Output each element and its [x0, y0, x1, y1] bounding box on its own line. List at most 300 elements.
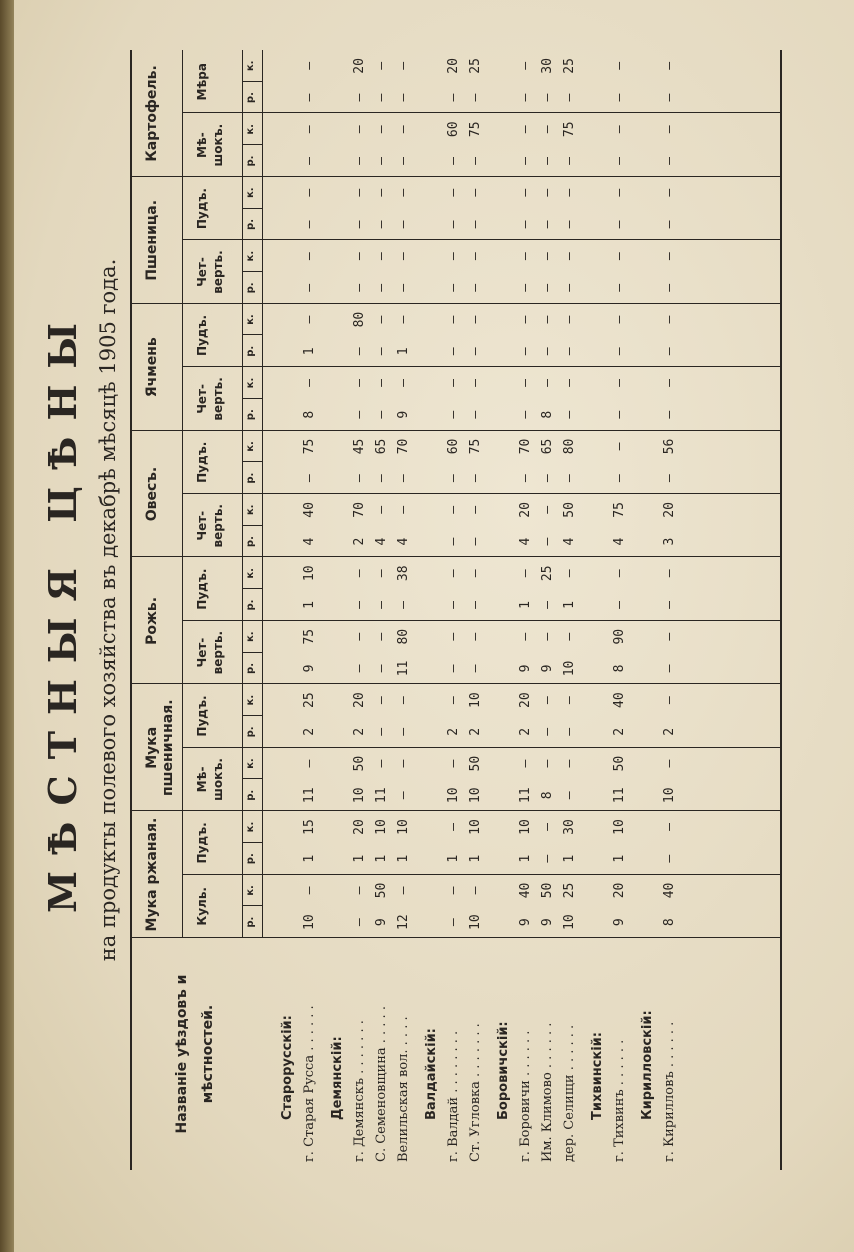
price-cell: — [374, 664, 389, 673]
price-cell: 10 [396, 819, 411, 835]
price-cell: — [518, 188, 533, 197]
price-cell: — [562, 252, 577, 261]
price-cell: — [374, 696, 389, 705]
price-cell: 45 [352, 438, 367, 455]
unit-divider [182, 239, 780, 240]
price-cell: — [612, 252, 627, 261]
place-name: г. Тихвинъ . . . . . . [612, 1039, 627, 1162]
place-name: Ст. Угловка . . . . . . . [468, 1023, 483, 1162]
price-cell: 70 [518, 438, 533, 455]
unit-label: Пудъ. [195, 188, 209, 230]
price-cell: — [446, 93, 461, 102]
price-cell: — [518, 632, 533, 641]
price-cell: — [396, 727, 411, 736]
price-cell: — [396, 791, 411, 800]
district-name: Боровичскій: [496, 1021, 511, 1120]
price-cell: — [540, 632, 555, 641]
group-label: Пшеница. [144, 199, 160, 281]
price-cell: — [468, 252, 483, 261]
price-cell: — [662, 569, 677, 578]
unit-label: Пудъ. [195, 822, 209, 864]
price-cell: 10 [446, 787, 461, 804]
rk-label: к. [245, 821, 256, 833]
price-cell: — [468, 664, 483, 673]
price-cell: — [518, 93, 533, 102]
price-cell: — [612, 93, 627, 102]
price-cell: — [612, 410, 627, 419]
price-cell: — [446, 188, 461, 197]
price-cell: — [662, 315, 677, 324]
price-cell: 1 [396, 347, 411, 356]
price-cell: — [446, 410, 461, 419]
rk-label: к. [245, 885, 256, 896]
unit-label: Куль. [195, 887, 209, 926]
rk-label: р. [245, 789, 256, 801]
price-cell: — [446, 505, 461, 514]
price-cell: — [446, 664, 461, 673]
price-cell: — [352, 474, 367, 483]
district-name: Старорусскій: [280, 1015, 295, 1120]
unit-underline [242, 304, 243, 367]
price-cell: — [468, 188, 483, 197]
price-cell: — [302, 886, 317, 895]
price-cell: — [612, 188, 627, 197]
price-cell: 1 [302, 854, 317, 863]
price-cell: 4 [396, 537, 411, 546]
unit-label: Чет-верть. [195, 377, 225, 421]
unit-underline [242, 811, 243, 874]
price-cell: 1 [352, 854, 367, 863]
price-cell: — [612, 601, 627, 609]
price-cell: 80 [396, 628, 411, 645]
price-cell: — [562, 93, 577, 102]
price-cell: — [468, 379, 483, 387]
price-cell: 1 [374, 854, 389, 863]
price-cell: — [446, 252, 461, 261]
unit-divider [182, 747, 780, 748]
group-divider [130, 430, 780, 431]
price-cell: — [518, 125, 533, 134]
price-cell: — [662, 410, 677, 419]
rk-label: к. [245, 60, 256, 72]
price-cell: — [374, 188, 389, 197]
price-cell: — [612, 379, 627, 387]
price-cell: 10 [374, 819, 389, 835]
price-cell: — [396, 759, 411, 768]
price-cell: 4 [374, 537, 389, 546]
group-divider [130, 556, 780, 557]
price-cell: 20 [518, 692, 533, 708]
price-cell: 20 [518, 502, 533, 518]
price-cell: — [662, 252, 677, 261]
rk-label: р. [245, 662, 256, 674]
price-cell: — [446, 632, 461, 641]
unit-divider [182, 874, 780, 875]
price-cell: — [352, 664, 367, 673]
price-cell: — [374, 283, 389, 292]
price-cell: — [518, 61, 533, 70]
price-cell: — [540, 347, 555, 356]
price-cell: — [352, 569, 367, 578]
price-cell: 40 [302, 502, 317, 518]
price-cell: 8 [540, 791, 555, 800]
price-cell: — [302, 125, 317, 134]
price-cell: 9 [518, 918, 533, 927]
price-cell: — [396, 93, 411, 102]
rk-label: р. [245, 345, 256, 357]
unit-underline [242, 240, 243, 303]
place-name: дер. Селищи . . . . . . [562, 1024, 577, 1162]
group-label: Ячмень [144, 337, 160, 398]
price-cell: — [468, 505, 483, 514]
unit-label: Мѣ-шокъ. [195, 123, 225, 167]
price-table [130, 50, 780, 1170]
price-cell: — [662, 759, 677, 768]
price-cell: — [352, 601, 367, 609]
price-cell: — [662, 854, 677, 863]
unit-underline [242, 621, 243, 684]
price-cell: 50 [562, 502, 577, 518]
price-cell: — [540, 125, 555, 134]
price-cell: — [396, 125, 411, 134]
price-cell: — [540, 252, 555, 261]
page-subtitle: на продукты полевого хозяйства въ декабрѣ мѣсяцѣ 1905 года. [96, 258, 120, 962]
price-cell: — [468, 886, 483, 895]
price-cell: — [662, 61, 677, 70]
price-cell: — [562, 379, 577, 387]
price-cell: 9 [302, 664, 317, 673]
price-cell: — [468, 410, 483, 419]
price-cell: — [374, 125, 389, 134]
price-cell: — [518, 474, 533, 483]
price-cell: 25 [562, 882, 577, 899]
price-cell: — [468, 157, 483, 165]
price-cell: — [468, 569, 483, 578]
price-cell: — [468, 537, 483, 546]
price-cell: 4 [562, 537, 577, 546]
price-cell: 10 [302, 914, 317, 930]
price-cell: 38 [396, 565, 411, 582]
price-cell: — [352, 918, 367, 927]
price-cell: 8 [540, 410, 555, 419]
price-cell: 56 [662, 438, 677, 455]
unit-label: Чет-верть. [195, 250, 225, 294]
price-cell: 75 [562, 121, 577, 138]
price-cell: — [612, 347, 627, 356]
price-cell: — [662, 125, 677, 134]
price-cell: 10 [662, 787, 677, 804]
price-cell: — [468, 315, 483, 324]
unit-label: Пудъ. [195, 441, 209, 483]
price-cell: 1 [518, 601, 533, 609]
price-cell: — [302, 474, 317, 483]
price-cell: — [612, 283, 627, 292]
place-name: Велильская вол. . . . . [396, 1016, 411, 1162]
name-header-line2: мѣстностей. [200, 1004, 216, 1104]
place-name: г. Кирилловъ . . . . . . [662, 1021, 677, 1162]
price-cell: — [562, 569, 577, 578]
price-cell: 10 [562, 914, 577, 930]
unit-label: Мѣ-шокъ. [195, 758, 225, 801]
group-underline [182, 557, 183, 684]
unit-underline [242, 50, 243, 113]
rk-label: р. [245, 536, 256, 548]
price-cell: — [396, 220, 411, 229]
group-label: Картофель. [144, 65, 160, 162]
price-cell: — [518, 220, 533, 229]
price-cell: 2 [352, 727, 367, 736]
price-cell: 8 [302, 410, 317, 419]
price-cell: — [352, 886, 367, 895]
rotated-page-content [30, 40, 790, 1180]
price-cell: 70 [396, 438, 411, 455]
place-name: г. Боровичи . . . . . . [518, 1030, 533, 1162]
price-cell: — [374, 727, 389, 736]
price-cell: 65 [540, 438, 555, 455]
price-cell: — [302, 759, 317, 768]
price-cell: — [446, 220, 461, 229]
price-cell: 40 [662, 882, 677, 899]
price-cell: — [396, 886, 411, 895]
price-cell: — [540, 759, 555, 768]
price-cell: 1 [396, 854, 411, 863]
district-name: Демянскій: [330, 1036, 345, 1120]
price-cell: 9 [612, 918, 627, 927]
price-cell: — [518, 410, 533, 419]
price-cell: — [374, 601, 389, 609]
district-name: Кирилловскій: [640, 1010, 655, 1120]
rk-label: р. [245, 916, 256, 928]
group-underline [182, 177, 183, 304]
price-cell: — [540, 823, 555, 831]
price-cell: — [562, 696, 577, 705]
price-cell: — [540, 188, 555, 197]
price-cell: — [662, 823, 677, 831]
price-cell: — [352, 125, 367, 134]
price-cell: — [374, 347, 389, 356]
unit-label: Пудъ. [195, 314, 209, 357]
group-label: Мука ржаная. [144, 817, 160, 932]
price-cell: — [374, 252, 389, 261]
price-cell: 4 [302, 537, 317, 546]
rk-label: р. [245, 599, 256, 611]
price-cell: — [396, 379, 411, 387]
group-underline [182, 811, 183, 938]
price-cell: 1 [518, 854, 533, 863]
price-cell: — [540, 93, 555, 102]
table-bottom-rule [780, 50, 782, 1170]
price-cell: — [518, 315, 533, 324]
group-divider [130, 176, 780, 177]
name-header-line1: Названіе уѣздовъ и [174, 974, 190, 1134]
price-cell: — [662, 188, 677, 197]
price-cell: 75 [302, 438, 317, 455]
price-cell: 2 [612, 727, 627, 736]
rk-label: р. [245, 409, 256, 421]
price-cell: — [468, 632, 483, 641]
price-cell: 4 [612, 537, 627, 546]
price-cell: 1 [612, 854, 627, 863]
price-cell: 8 [662, 918, 677, 927]
price-cell: 1 [562, 854, 577, 863]
price-cell: — [302, 283, 317, 292]
price-cell: 9 [518, 664, 533, 673]
price-cell: 80 [352, 311, 367, 328]
unit-divider [182, 112, 780, 113]
price-cell: — [446, 823, 461, 831]
price-cell: — [352, 379, 367, 387]
price-cell: — [540, 505, 555, 514]
header-bottom-rule [262, 50, 263, 938]
price-cell: 2 [302, 727, 317, 736]
price-cell: — [396, 252, 411, 261]
price-cell: — [540, 474, 555, 483]
price-cell: 30 [562, 819, 577, 835]
unit-divider [182, 366, 780, 367]
rk-label: к. [245, 441, 256, 452]
price-cell: 75 [612, 502, 627, 518]
price-cell: 10 [302, 565, 317, 582]
district-name: Валдайскій: [424, 1028, 439, 1120]
price-cell: — [446, 537, 461, 546]
price-cell: 10 [518, 819, 533, 835]
group-divider [130, 810, 780, 811]
price-cell: — [662, 696, 677, 705]
price-cell: — [374, 61, 389, 70]
price-cell: — [446, 696, 461, 705]
price-cell: 9 [540, 918, 555, 927]
price-cell: 70 [352, 502, 367, 518]
price-cell: 50 [374, 882, 389, 899]
unit-label: Пудъ. [195, 568, 209, 610]
price-cell: 12 [396, 914, 411, 930]
price-cell: 60 [446, 121, 461, 138]
price-cell: 10 [468, 692, 483, 708]
group-divider [130, 683, 780, 684]
price-cell: — [468, 283, 483, 292]
rk-label: р. [245, 472, 256, 484]
price-cell: — [562, 474, 577, 483]
price-cell: 2 [446, 727, 461, 736]
rk-label: к. [245, 758, 256, 769]
price-cell: 2 [352, 537, 367, 546]
price-cell: — [396, 474, 411, 483]
price-cell: — [562, 632, 577, 641]
group-underline [182, 304, 183, 431]
price-cell: — [518, 252, 533, 261]
price-cell: 20 [352, 58, 367, 74]
price-cell: — [446, 569, 461, 578]
price-cell: — [374, 505, 389, 514]
rk-label: р. [245, 218, 256, 230]
rk-label: к. [245, 124, 256, 135]
place-name: Им. Климово . . . . . . [540, 1022, 555, 1162]
price-cell: — [540, 727, 555, 736]
unit-underline [242, 748, 243, 811]
rk-label: к. [245, 377, 256, 389]
unit-label: Пудъ. [195, 695, 209, 737]
price-cell: — [446, 347, 461, 356]
price-cell: — [518, 347, 533, 356]
group-label: Овесъ. [144, 466, 160, 522]
price-cell: 10 [562, 660, 577, 677]
price-cell: 11 [302, 787, 317, 804]
unit-underline [242, 177, 243, 240]
price-cell: — [396, 283, 411, 292]
price-cell: — [446, 379, 461, 387]
price-cell: — [540, 315, 555, 324]
price-cell: 11 [396, 660, 411, 677]
price-cell: — [540, 283, 555, 292]
price-cell: 60 [446, 438, 461, 455]
price-cell: 9 [540, 664, 555, 673]
price-cell: — [540, 696, 555, 705]
price-cell: 2 [518, 727, 533, 736]
price-cell: — [662, 632, 677, 641]
price-cell: — [562, 283, 577, 292]
price-cell: 40 [612, 692, 627, 708]
price-cell: 25 [562, 58, 577, 74]
price-cell: — [396, 315, 411, 324]
price-cell: 90 [612, 628, 627, 645]
price-cell: 10 [468, 914, 483, 930]
price-cell: — [302, 157, 317, 165]
price-cell: — [374, 410, 389, 419]
price-cell: 75 [468, 438, 483, 455]
place-name: г. Демянскъ . . . . . . . [352, 1020, 367, 1162]
page-title: МѢСТНЫЯ ЦѢНЫ [40, 306, 85, 914]
unit-label: Чет-верть. [195, 504, 225, 548]
price-cell: 1 [468, 854, 483, 863]
price-cell: — [518, 759, 533, 768]
price-cell: — [352, 632, 367, 641]
price-cell: — [374, 157, 389, 165]
price-cell: — [540, 537, 555, 546]
group-label: Мука пшеничная. [144, 699, 176, 797]
price-cell: 10 [612, 819, 627, 835]
price-cell: — [612, 61, 627, 70]
price-cell: — [518, 283, 533, 292]
price-cell: — [612, 157, 627, 165]
rk-label: р. [245, 853, 256, 865]
price-cell: — [352, 410, 367, 419]
unit-label: Чет-верть. [195, 630, 225, 675]
price-cell: — [540, 854, 555, 863]
price-cell: 2 [468, 727, 483, 736]
price-cell: 15 [302, 819, 317, 835]
price-cell: — [612, 315, 627, 324]
price-cell: — [540, 601, 555, 609]
price-cell: — [374, 474, 389, 483]
price-cell: — [662, 220, 677, 229]
price-cell: — [352, 220, 367, 229]
price-cell: — [352, 188, 367, 197]
price-cell: — [374, 759, 389, 768]
price-cell: — [518, 569, 533, 578]
price-cell: — [562, 157, 577, 165]
unit-divider [182, 620, 780, 621]
price-cell: 50 [352, 755, 367, 772]
price-cell: 50 [540, 882, 555, 899]
price-cell: — [302, 220, 317, 229]
price-cell: — [562, 791, 577, 800]
price-cell: 40 [518, 882, 533, 899]
price-cell: — [302, 61, 317, 70]
price-cell: 25 [540, 565, 555, 582]
group-underline [182, 50, 183, 177]
price-cell: — [662, 474, 677, 483]
price-cell: — [562, 410, 577, 419]
